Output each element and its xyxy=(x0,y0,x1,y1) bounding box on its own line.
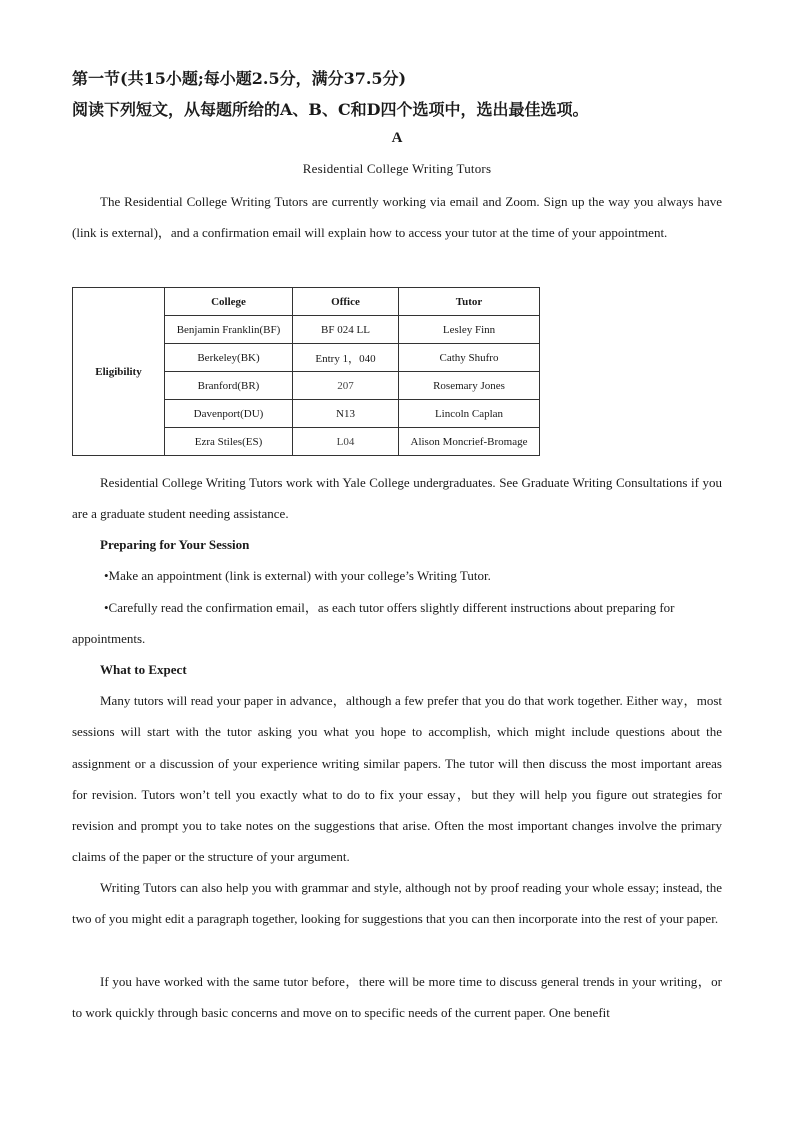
cell-office: L04 xyxy=(293,428,399,456)
cell-office: Entry 1，040 xyxy=(293,344,399,372)
same-tutor-paragraph: If you have worked with the same tutor before，there will be more time to discuss general trends in your writing，or to work quickly through basic concerns and move on to specific needs of the current paper. One benefit xyxy=(72,974,722,1021)
passage-title: Residential College Writing Tutors xyxy=(302,161,492,176)
expect-paragraph: Many tutors will read your paper in advance，although a few prefer that you do that work together. Either way，most sessions will start with the tutor asking you what you hope to accomplish, which might include questions about the assignment or a discussion of your experience writing similar papers. The tutor will then discuss the most important areas for revision. Tutors won’t tell you exactly what to do to fix your essay，but they will help you figure out strategies for revision and prompt you to take notes on the suggestions that arise. Often the most important changes involve the primary claims of the paper or the structure of your argument. xyxy=(72,693,722,865)
passage-letter: A xyxy=(391,130,403,146)
cell-college: Branford(BR) xyxy=(165,372,293,400)
cell-college: Ezra Stiles(ES) xyxy=(165,428,293,456)
eligibility-table xyxy=(72,287,540,456)
section-heading: 第一节(共15小题;每小题2.5分，满分37.5分) xyxy=(72,69,407,88)
expect-heading: What to Expect xyxy=(100,662,187,677)
preparing-heading: Preparing for Your Session xyxy=(100,537,250,552)
table-header-row xyxy=(73,288,540,316)
intro-paragraph: The Residential College Writing Tutors are currently working via email and Zoom. Sign up the way you always have (link is external)，and a confirmation email will explain how to access your tutor at the time of your appointment. xyxy=(72,194,722,241)
cell-office: 207 xyxy=(293,372,399,400)
cell-tutor: Rosemary Jones xyxy=(399,372,540,400)
cell-college: Benjamin Franklin(BF) xyxy=(165,316,293,344)
cell-office: N13 xyxy=(293,400,399,428)
cell-tutor: Alison Moncrief-Bromage xyxy=(399,428,540,456)
cell-tutor: Lincoln Caplan xyxy=(399,400,540,428)
cell-college: Berkeley(BK) xyxy=(165,344,293,372)
undergrad-paragraph: Residential College Writing Tutors work with Yale College undergraduates. See Graduate Writing Consultations if you are a graduate student needing assistance. xyxy=(72,475,722,522)
instruction-line: 阅读下列短文，从每题所给的A、B、C和D四个选项中，选出最佳选项。 xyxy=(72,100,589,119)
cell-tutor: Lesley Finn xyxy=(399,316,540,344)
bullet-item: •Make an appointment (link is external) with your college’s Writing Tutor. xyxy=(104,568,491,583)
eligibility-label: Eligibility xyxy=(73,288,165,456)
header-office: Office xyxy=(293,288,399,316)
grammar-paragraph: Writing Tutors can also help you with grammar and style, although not by proof reading your whole essay; instead, the two of you might edit a paragraph together, looking for suggestions that you can then incorporate into the rest of your paper. xyxy=(72,880,722,927)
cell-tutor: Cathy Shufro xyxy=(399,344,540,372)
cell-office: BF 024 LL xyxy=(293,316,399,344)
cell-college: Davenport(DU) xyxy=(165,400,293,428)
header-tutor: Tutor xyxy=(399,288,540,316)
bullet-item: •Carefully read the confirmation email，as each tutor offers slightly different instructions about preparing for appointments. xyxy=(72,600,675,647)
header-college: College xyxy=(165,288,293,316)
